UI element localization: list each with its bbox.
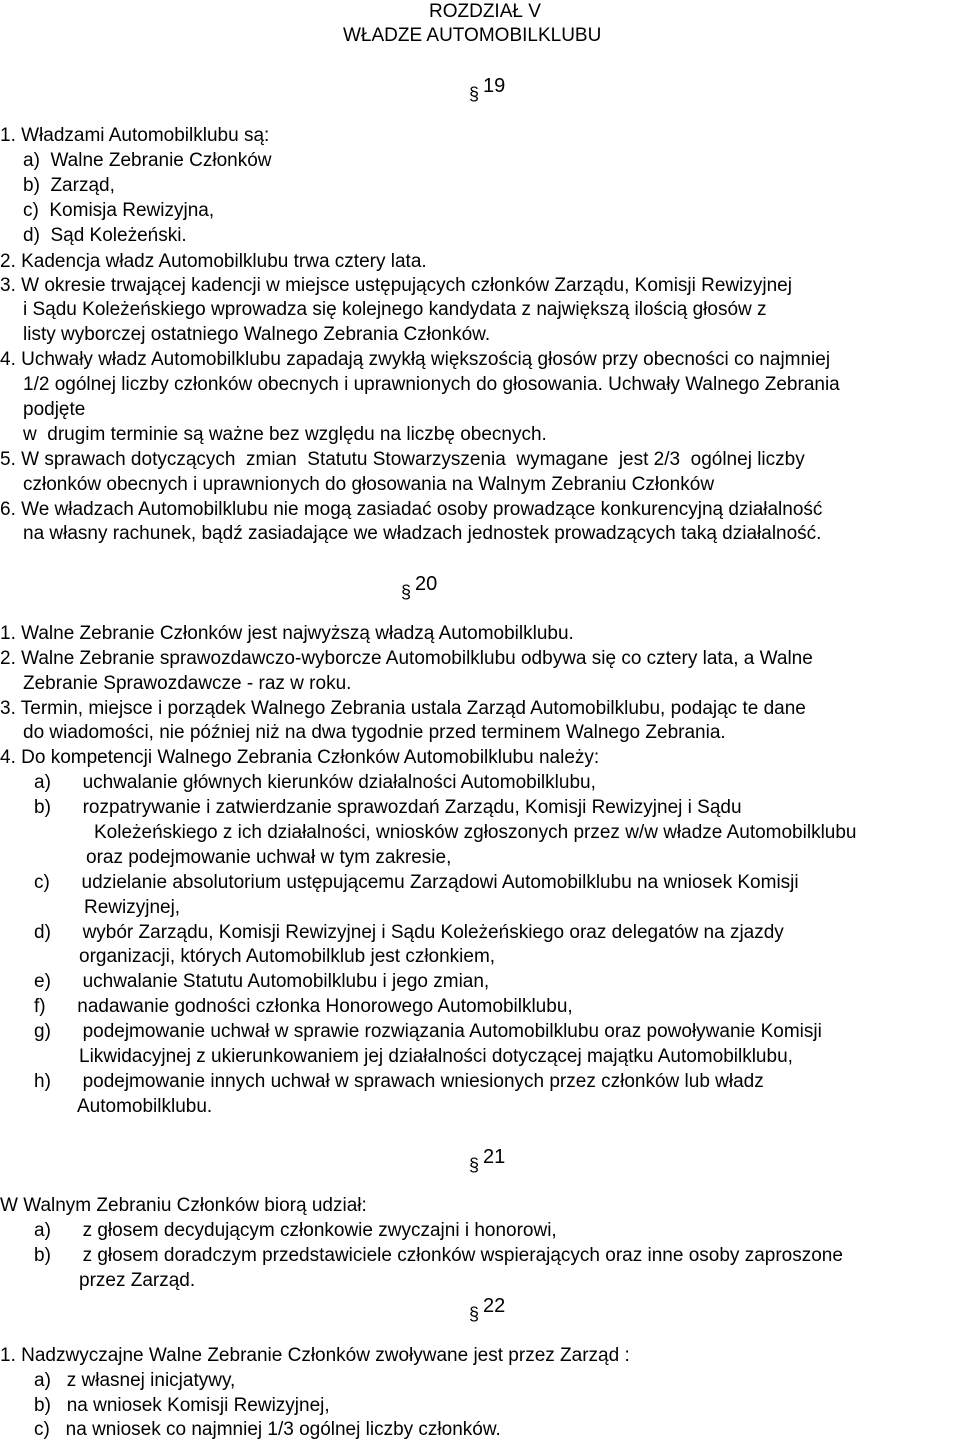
list-item-continuation: Automobilklubu. — [77, 1096, 213, 1117]
list-item: a) z własnej inicjatywy, — [34, 1370, 236, 1391]
list-item: f) nadawanie godności członka Honorowego Automobilklubu, — [34, 996, 573, 1017]
list-item: c) Komisja Rewizyjna, — [23, 200, 215, 221]
paragraph-symbol: § — [469, 84, 480, 104]
text-line: 1. Władzami Automobilklubu są: — [0, 125, 270, 146]
chapter-title: ROZDZIAŁ V — [429, 1, 541, 22]
text-line: Zebranie Sprawozdawcze - raz w roku. — [23, 673, 352, 694]
list-item: b) z głosem doradczym przedstawiciele członków wspierających oraz inne osoby zaproszone — [34, 1245, 843, 1266]
list-item: a) z głosem decydującym członkowie zwyczajni i honorowi, — [34, 1220, 557, 1241]
list-item: b) rozpatrywanie i zatwierdzanie sprawozdań Zarządu, Komisji Rewizyjnej i Sądu — [34, 797, 742, 818]
list-item: e) uchwalanie Statutu Automobilklubu i jego zmian, — [34, 971, 490, 992]
section-number: 22 — [483, 1295, 506, 1317]
list-item: a) uchwalanie głównych kierunków działalności Automobilklubu, — [34, 772, 596, 793]
list-item: g) podejmowanie uchwał w sprawie rozwiązania Automobilklubu oraz powoływanie Komisji — [34, 1021, 822, 1042]
section-heading-19 — [469, 74, 506, 104]
list-item: b) na wniosek Komisji Rewizyjnej, — [34, 1395, 330, 1416]
list-item-continuation: organizacji, których Automobilklub jest członkiem, — [79, 946, 496, 967]
list-item-continuation: Likwidacyjnej z ukierunkowaniem jej działalności dotyczącej majątku Automobilklubu, — [79, 1046, 793, 1067]
list-item: h) podejmowanie innych uchwał w sprawach wniesionych przez członków lub władz — [34, 1071, 764, 1092]
section-heading-22 — [469, 1294, 506, 1324]
text-line: członków obecnych i uprawnionych do głosowania na Walnym Zebraniu Członków — [23, 474, 715, 495]
list-item-continuation: oraz podejmowanie uchwał w tym zakresie, — [86, 847, 452, 868]
section-heading-20 — [401, 572, 438, 602]
paragraph-symbol: § — [469, 1304, 480, 1324]
text-line: do wiadomości, nie później niż na dwa tygodnie przed terminem Walnego Zebrania. — [23, 722, 726, 743]
text-line: W Walnym Zebraniu Członków biorą udział: — [0, 1195, 367, 1216]
section-number: 20 — [415, 573, 438, 595]
list-item-continuation: Koleżeńskiego z ich działalności, wniosków zgłoszonych przez w/w władze Automobilklubu — [94, 822, 857, 843]
text-line: na własny rachunek, bądź zasiadające we władzach jednostek prowadzących taką działalność. — [23, 523, 822, 544]
text-line: 1. Walne Zebranie Członków jest najwyższą władzą Automobilklubu. — [0, 623, 574, 644]
list-item-continuation: przez Zarząd. — [79, 1270, 196, 1291]
section-number: 19 — [483, 75, 506, 97]
list-item-continuation: Rewizyjnej, — [84, 897, 181, 918]
chapter-subtitle: WŁADZE AUTOMOBILKLUBU — [343, 25, 602, 46]
list-item: d) wybór Zarządu, Komisji Rewizyjnej i Sądu Koleżeńskiego oraz delegatów na zjazdy — [34, 922, 784, 943]
text-line: 1/2 ogólnej liczby członków obecnych i uprawnionych do głosowania. Uchwały Walnego Zebrania — [23, 374, 840, 395]
text-line: 4. Do kompetencji Walnego Zebrania Członków Automobilklubu należy: — [0, 747, 600, 768]
list-item: a) Walne Zebranie Członków — [23, 150, 272, 171]
text-line: w drugim terminie są ważne bez względu na liczbę obecnych. — [23, 424, 547, 445]
list-item: b) Zarząd, — [23, 175, 115, 196]
list-item: c) na wniosek co najmniej 1/3 ogólnej liczby członków. — [34, 1419, 501, 1440]
paragraph-symbol: § — [469, 1155, 480, 1175]
text-line: 2. Kadencja władz Automobilklubu trwa cztery lata. — [0, 251, 427, 272]
text-line: 2. Walne Zebranie sprawozdawczo-wyborcze Automobilklubu odbywa się co cztery lata, a Walne — [0, 648, 813, 669]
text-line: podjęte — [23, 399, 86, 420]
text-line: 3. W okresie trwającej kadencji w miejsce ustępujących członków Zarządu, Komisji Rewizyjnej — [0, 275, 792, 296]
paragraph-symbol: § — [401, 582, 412, 602]
section-number: 21 — [483, 1146, 506, 1168]
text-line: 3. Termin, miejsce i porządek Walnego Zebrania ustala Zarząd Automobilklubu, podając te dane — [0, 698, 806, 719]
text-line: 6. We władzach Automobilklubu nie mogą zasiadać osoby prowadzące konkurencyjną działalność — [0, 499, 823, 520]
list-item: c) udzielanie absolutorium ustępującemu Zarządowi Automobilklubu na wniosek Komisji — [34, 872, 799, 893]
section-heading-21 — [469, 1145, 506, 1175]
text-line: i Sądu Koleżeńskiego wprowadza się kolejnego kandydata z największą ilością głosów z — [23, 299, 767, 320]
list-item: d) Sąd Koleżeński. — [23, 225, 187, 246]
text-line: listy wyborczej ostatniego Walnego Zebrania Członków. — [23, 324, 491, 345]
text-line: 1. Nadzwyczajne Walne Zebranie Członków zwoływane jest przez Zarząd : — [0, 1345, 630, 1366]
text-line: 4. Uchwały władz Automobilklubu zapadają zwykłą większością głosów przy obecności co najmniej — [0, 349, 831, 370]
text-line: 5. W sprawach dotyczących zmian Statutu Stowarzyszenia wymagane jest 2/3 ogólnej liczby — [0, 449, 805, 470]
